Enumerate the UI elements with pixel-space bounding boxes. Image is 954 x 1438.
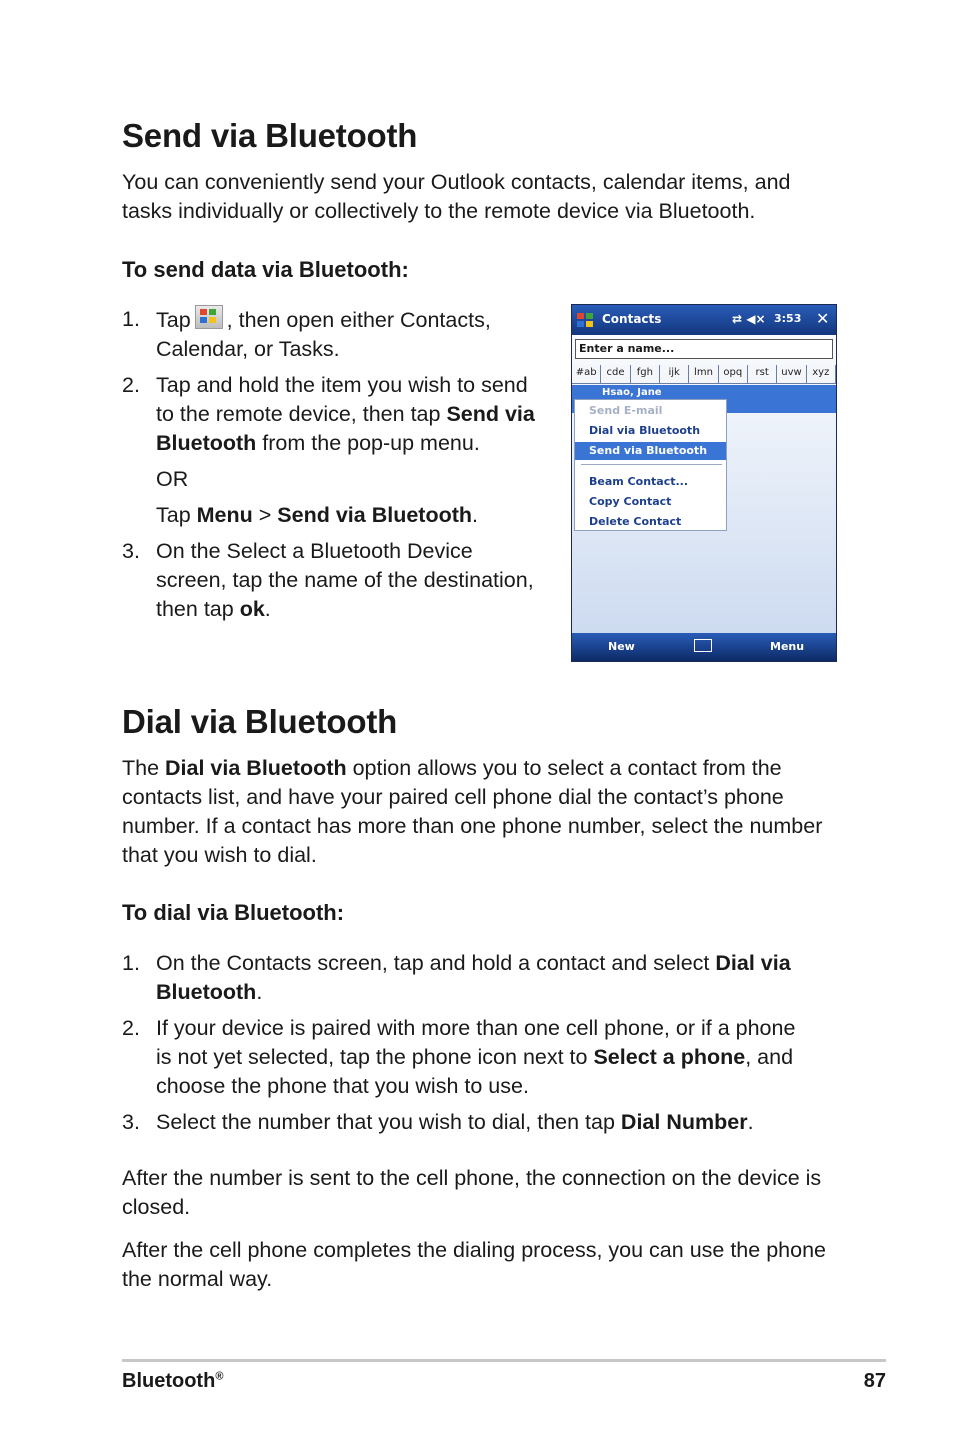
page-number: 87: [863, 1370, 886, 1392]
send-step-1: 1. Tap , then open either Contacts, Calendar, or Tasks.: [122, 307, 491, 361]
context-menu: Send E-mail Dial via Bluetooth Send via Bluetooth Beam Contact... Copy Contact Delete Contact: [574, 399, 727, 531]
keyboard-icon: [694, 639, 712, 652]
or-text: OR: [156, 467, 189, 491]
dial-intro: The Dial via Bluetooth option allows you to select a contact from the contacts list, and have your paired cell phone dial the contact’s phone number. If a contact has more than one phone number, select the number that you wish to dial.: [122, 756, 823, 867]
menu-softkey: Menu: [770, 640, 805, 653]
close-icon: ✕: [816, 309, 830, 328]
dial-step-3: 3. Select the number that you wish to dial, then tap Dial Number.: [122, 1110, 754, 1134]
screen-title-bar: [572, 305, 836, 335]
send-section-title: Send via Bluetooth: [122, 117, 418, 154]
send-step-2: 2. Tap and hold the item you wish to send to the remote device, then tap Send via Bluetooth from the pop-up menu. OR Tap Menu > Send via Bluetooth.: [122, 371, 542, 530]
contacts-screenshot: [571, 304, 837, 662]
alt-instruction: Tap Menu > Send via Bluetooth.: [156, 503, 478, 527]
screen-title: Contacts: [602, 312, 662, 326]
clock: 3:53: [774, 312, 802, 325]
dial-step-1: 1. On the Contacts screen, tap and hold a contact and select Dial via Bluetooth.: [122, 951, 791, 1004]
windows-start-icon: [195, 305, 223, 329]
dial-step-2: 2. If your device is paired with more than one cell phone, or if a phone is not yet selected, tap the phone icon next to Select a phone, and choose the phone that you wish to use.: [122, 1016, 796, 1098]
send-intro: You can conveniently send your Outlook contacts, calendar items, and tasks individually or collectively to the remote device via Bluetooth.: [122, 170, 791, 223]
dial-steps: [122, 949, 812, 1144]
after-note-2: After the cell phone completes the dialing process, you can use the phone the normal way.: [122, 1238, 826, 1291]
dial-section-title: Dial via Bluetooth: [122, 703, 398, 740]
send-steps: [122, 305, 542, 631]
alphabet-tabs: #ab cde fgh ijk lmn opq rst uvw xyz: [572, 365, 836, 384]
name-search-input: Enter a name...: [575, 339, 833, 359]
windows-logo-icon: [576, 312, 594, 328]
footer-divider: [122, 1359, 886, 1362]
selected-contact-row: Hsao, Jane: [572, 385, 836, 413]
footer-section: Bluetooth®: [122, 1370, 224, 1392]
send-step-3: 3. On the Select a Bluetooth Device screen, tap the name of the destination, then tap ok.: [122, 539, 534, 621]
softkey-bar: [572, 633, 836, 661]
status-icons: ⇄ ◀×: [732, 312, 766, 326]
send-subheading: To send data via Bluetooth:: [122, 257, 409, 282]
after-note-1: After the number is sent to the cell phone, the connection on the device is closed.: [122, 1166, 822, 1219]
new-softkey: New: [608, 640, 635, 653]
dial-subheading: To dial via Bluetooth:: [122, 900, 345, 925]
